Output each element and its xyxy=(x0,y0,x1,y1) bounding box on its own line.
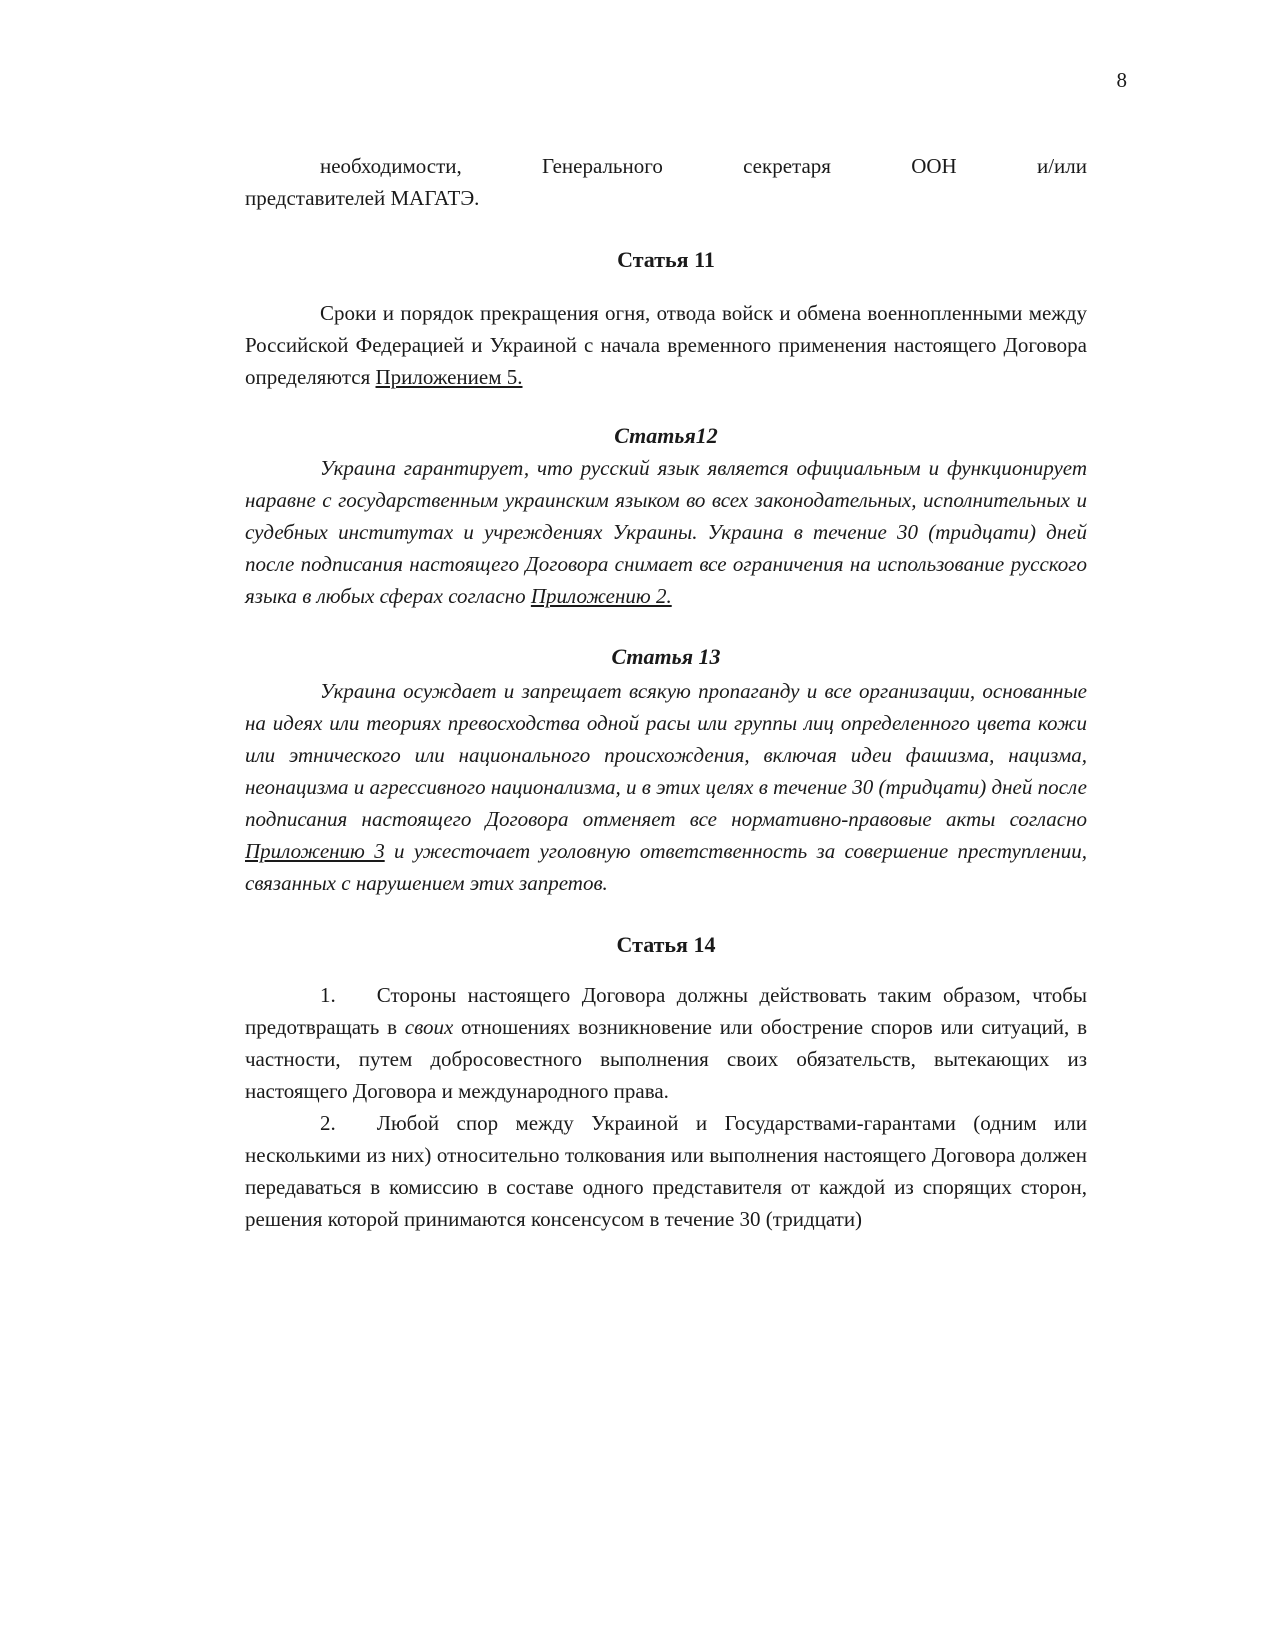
article-13-section xyxy=(245,641,1087,899)
item-2-number: 2. xyxy=(320,1111,336,1135)
annex-2-reference: Приложению 2. xyxy=(530,584,672,608)
page-number: 8 xyxy=(1116,68,1127,92)
continuation-line-2: представителей МАГАТЭ. xyxy=(245,186,480,210)
article-14-title: Статья 14 xyxy=(616,932,716,957)
article-12-paragraph xyxy=(245,452,1087,612)
continuation-paragraph xyxy=(245,150,1087,214)
article-14-item-1 xyxy=(245,979,1087,1107)
article-11-paragraph xyxy=(245,297,1087,393)
annex-5-reference: Приложением 5. xyxy=(375,365,523,389)
item-2-body: Любой спор между Украиной и Государствами-гарантами (одним или несколькими из них) относительно толкования или выполнения настоящего Договора должен передаваться в комиссию в составе одного представителя от каждой из спорящих сторон, решения которой принимаются консенсусом в течение 30 (тридцати) xyxy=(245,1111,1087,1231)
article-13-paragraph xyxy=(245,675,1087,899)
item-1-emphasis-word: своих xyxy=(404,1015,454,1039)
article-13-body-after: и ужесточает уголовную ответственность за совершение преступлении, связанных с нарушением этих запретов. xyxy=(245,839,1088,895)
article-13-title: Статья 13 xyxy=(611,644,721,669)
article-14-section xyxy=(245,929,1087,1235)
article-11-title: Статья 11 xyxy=(617,247,715,272)
article-12-section xyxy=(245,420,1087,612)
article-11-section xyxy=(245,244,1087,393)
annex-3-reference: Приложению 3 xyxy=(245,839,385,863)
article-13-body-before: Украина осуждает и запрещает всякую пропаганду и все организации, основанные на идеях или теориях превосходства одной расы или группы лиц определенного цвета кожи или этнического или национального происхождения, включая идеи фашизма, нацизма, неонацизма и агрессивного национализма, и в этих целях в течение 30 (тридцати) дней после подписания настоящего Договора отменяет все нормативно-правовые акты согласно xyxy=(245,679,1087,831)
continuation-line-1: необходимости, Генерального секретаря ООН и/или xyxy=(320,154,1087,178)
item-1-body-before: Стороны настоящего Договора должны действовать таким образом, чтобы предотвращать в xyxy=(245,983,1087,1039)
article-12-body: Украина гарантирует, что русский язык является официальным и функционирует наравне с государственным украинским языком во всех законодательных, исполнительных и судебных институтах и учреждениях Украины. Украина в течение 30 (тридцати) дней после подписания настоящего Договора снимает все ограничения на использование русского языка в любых сферах согласно xyxy=(245,456,1087,608)
document-content xyxy=(245,150,1087,1235)
article-12-title: Статья12 xyxy=(614,423,718,448)
item-1-body-after: отношениях возникновение или обострение споров или ситуаций, в частности, путем добросовестного выполнения своих обязательств, вытекающих из настоящего Договора и международного права. xyxy=(245,1015,1087,1103)
article-14-item-2 xyxy=(245,1107,1087,1235)
article-11-body: Сроки и порядок прекращения огня, отвода войск и обмена военнопленными между Российской Федерацией и Украиной с начала временного применения настоящего Договора определяются xyxy=(245,301,1087,389)
item-1-number: 1. xyxy=(320,983,336,1007)
